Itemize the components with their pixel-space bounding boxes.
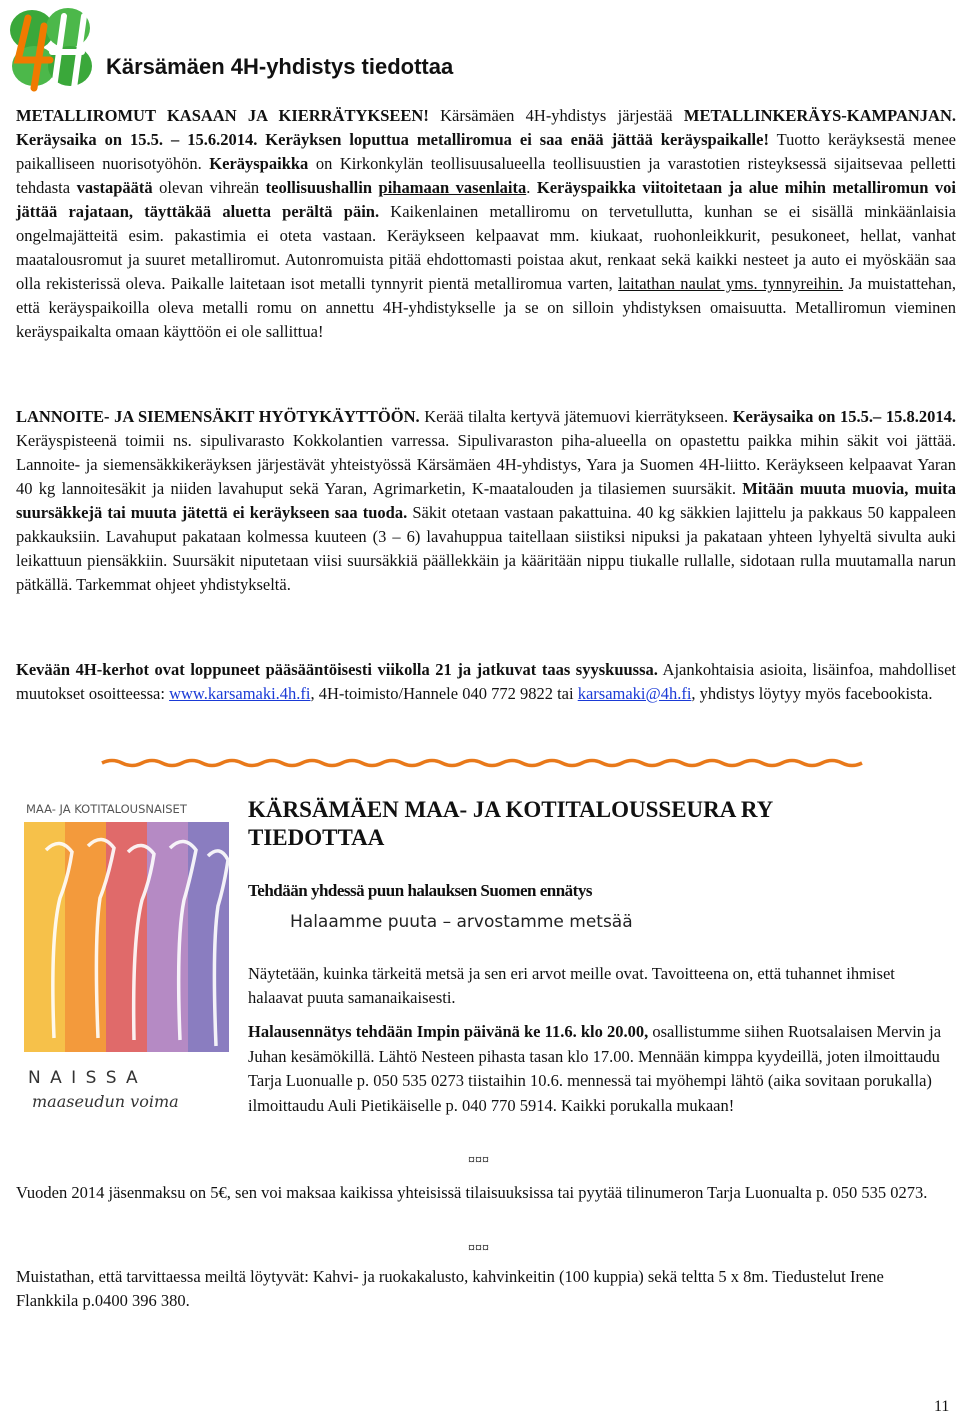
clover-logo-icon bbox=[6, 4, 98, 96]
metalli-text: Tuotto keräyksestä menee paikalliseen nuorisotyöhön. bbox=[16, 130, 957, 173]
maa-heading-line2: TIEDOTTAA bbox=[248, 825, 385, 850]
page-number: 11 bbox=[934, 1398, 950, 1415]
email-link[interactable]: karsamaki@4h.fi bbox=[577, 684, 692, 703]
metalli-barrels: laitathan naulat yms. tynnyreihin. bbox=[618, 274, 844, 293]
women-figures-icon bbox=[24, 822, 229, 1052]
kerhot-text: Ajankohtaisia asioita, lisäinfoa, mahdolliset muutokset osoitteessa: bbox=[16, 660, 956, 703]
lannoite-headline: LANNOITE- JA SIEMENSÄKIT HYÖTYKÄYTTÖÖN. bbox=[16, 407, 420, 426]
kerhot-headline: Kevään 4H-kerhot ovat loppuneet pääsääntöisesti viikolla 21 ja jatkuvat taas syyskuussa. bbox=[16, 660, 658, 679]
metalli-campaign: METALLINKERÄYS-KAMPANJAN. Keräysaika on 15.5. – 15.6.2014. Keräyksen loputtua metalliromua ei saa enää jättää keräyspaikalle! bbox=[16, 106, 956, 149]
metalli-paragraph bbox=[16, 104, 956, 344]
maa-tagline: Halaamme puuta – arvostamme metsää bbox=[290, 912, 633, 932]
separator-1: ¤¤¤ bbox=[468, 1153, 489, 1168]
metalli-instructions: Keräyspaikka viitoitetaan ja alue mihin metalliromun voi jättää rajataan, täyttäkää aluetta perältä päin. bbox=[16, 178, 957, 221]
kerhot-paragraph bbox=[16, 658, 956, 706]
website-link[interactable]: www.karsamaki.4h.fi bbox=[169, 684, 311, 703]
maa-paragraph-1: Näytetään, kuinka tärkeitä metsä ja sen eri arvot meille ovat. Tavoitteena on, että tuhannet ihmiset halaavat puuta samanaikaisesti. bbox=[248, 964, 895, 1007]
metalli-text: Keräyspaikka bbox=[209, 154, 309, 173]
page-title: Kärsämäen 4H-yhdistys tiedottaa bbox=[106, 54, 454, 79]
metalli-text: olevan vihreän bbox=[152, 178, 266, 197]
lannoite-warning: Mitään muuta muovia, muita suursäkkejä tai muuta jätettä ei keräykseen saa tuoda. bbox=[16, 479, 956, 522]
4h-logo bbox=[6, 4, 98, 96]
lannoite-text: Säkit otetaan vastaan pakattuina. 40 kg säkkien lajittelu ja pakkaus 50 kappaleen pakkauksiin. Lavahuput pakataan kolmessa kuuteen (3 – 6) lavahuppua taitellaan siistiksi nipuksi ja pakataan yhteen lyhyeltä sivulta auki leikattuun piensäkkiin. Suursäkit niputetaan viisi suursäkkiä päällekkäin ja kääritään nippu tiukalle rullalle, sidotaan rulla muutamalla narun pätkällä. Tarkemmat ohjeet yhdistykseltä. bbox=[16, 503, 956, 594]
maa-heading-line1: KÄRSÄMÄEN MAA- JA KOTITALOUSSEURA RY bbox=[248, 797, 774, 822]
metalli-text: Kärsämäen 4H-yhdistys järjestää bbox=[428, 106, 684, 125]
maa-paragraph-2 bbox=[248, 1020, 948, 1118]
rental-paragraph: Muistathan, että tarvittaessa meiltä löytyvät: Kahvi- ja ruokakalusto, kahvinkeitin (100 kuppia) sekä teltta 5 x 8m. Tiedustelut Irene Flankkila p.0400 396 380. bbox=[16, 1267, 884, 1310]
metalli-location: pihamaan vasenlaita bbox=[378, 178, 527, 197]
metalli-text: Kaikenlainen metalliromu on tervetullutta, kunhan se ei sisällä minkäänlaisia ongelmajätteitä esim. pakastimia ei oteta vastaan. Keräykseen kelpaavat mm. kiukaat, ruohonleikkurit, pesukoneet, hellat, vanhat maatalousromut ja suuret metalliromut. Autonromuista pitää ehdottomasti poistaa akut, renkaat sekä kaikki nesteet ja auto ei myöskään saa olla rekisterissä oleva. Paikalle laitetaan isot metalli tynnyrit pientä metalliromua varten, bbox=[16, 202, 957, 293]
kerhot-text: , 4H-toimisto/Hannele 040 772 9822 tai bbox=[310, 684, 578, 703]
metalli-text: teollisuushallin bbox=[265, 178, 373, 197]
metalli-headline: METALLIROMUT KASAAN JA KIERRÄTYKSEEN! bbox=[16, 106, 429, 125]
separator-2: ¤¤¤ bbox=[468, 1241, 489, 1256]
lannoite-text: Keräyspisteenä toimii ns. sipulivarasto Kokkolantien varressa. Sipulivaraston piha-alueella on opastettu paikka mihin säkit voi jättää. Lannoite- ja siemensäkkikeräyksen järjestävät yhteistyössä Kärsämäen 4H-yhdistys, Yara ja Suomen 4H-liitto. Keräykseen kelpaavat Yaran 40 kg lannoitesäkit ja niiden lavahuput sekä Yaran, Agrimarketin, K-maatalouden ja tilasiemen suursäkit. bbox=[16, 431, 956, 498]
maa-logo-word: N A I S S A bbox=[28, 1068, 140, 1088]
hug-event-date: Halausennätys tehdään Impin päivänä ke 11.6. klo 20.00, bbox=[248, 1022, 649, 1041]
lannoite-period: Keräysaika on 15.5.– 15.8.2014. bbox=[732, 407, 956, 426]
maa-logo bbox=[18, 796, 233, 1121]
metalli-text: on Kirkonkylän teollisuusalueella teollisuustien ja varastotien risteyksessä sijaitsevaa pelletti tehdasta bbox=[16, 154, 956, 197]
metalli-text: vastapäätä bbox=[76, 178, 153, 197]
section-divider bbox=[100, 756, 870, 770]
divider-flourish-icon bbox=[100, 756, 870, 770]
hug-event-text: osallistumme siihen Ruotsalaisen Mervin ja Juhan kesämökillä. Lähtö Nesteen pihasta tasan klo 17.00. Mennään kimppa kyydeillä, joten ilmoittaudu Tarja Luonualle p. 050 535 0273 tiistaihin 10.6. mennessä tai myöhempi lähtö (aika sovitaan porukalla) ilmoittaudu Auli Pietikäiselle p. 040 770 5914. Kaikki porukalla mukaan! bbox=[248, 1022, 942, 1115]
membership-fee-paragraph: Vuoden 2014 jäsenmaksu on 5€, sen voi maksaa kaikissa yhteisissä tilaisuuksissa tai pyytää tilinumeron Tarja Luonualta p. 050 535 0273. bbox=[16, 1183, 928, 1202]
lannoite-paragraph bbox=[16, 405, 956, 597]
metalli-text: . bbox=[526, 178, 531, 197]
maa-logo-script: maaseudun voima bbox=[32, 1092, 179, 1111]
maa-subheading: Tehdään yhdessä puun halauksen Suomen ennätys bbox=[248, 881, 592, 900]
metalli-text: Ja muistattehan, että keräyspaikoilla oleva metalli romu on annettu 4H-yhdistykselle ja se on silloin yhdistyksen omaisuutta. Metalliromun vieminen keräyspaikalta omaan käyttöön ei ole sallittua! bbox=[16, 274, 957, 341]
maa-logo-top: MAA- JA KOTITALOUSNAISET bbox=[26, 802, 187, 816]
lannoite-text: Kerää tilalta kertyvä jätemuovi kierrätykseen. bbox=[419, 407, 733, 426]
kerhot-text: , yhdistys löytyy myös facebookista. bbox=[691, 684, 933, 703]
